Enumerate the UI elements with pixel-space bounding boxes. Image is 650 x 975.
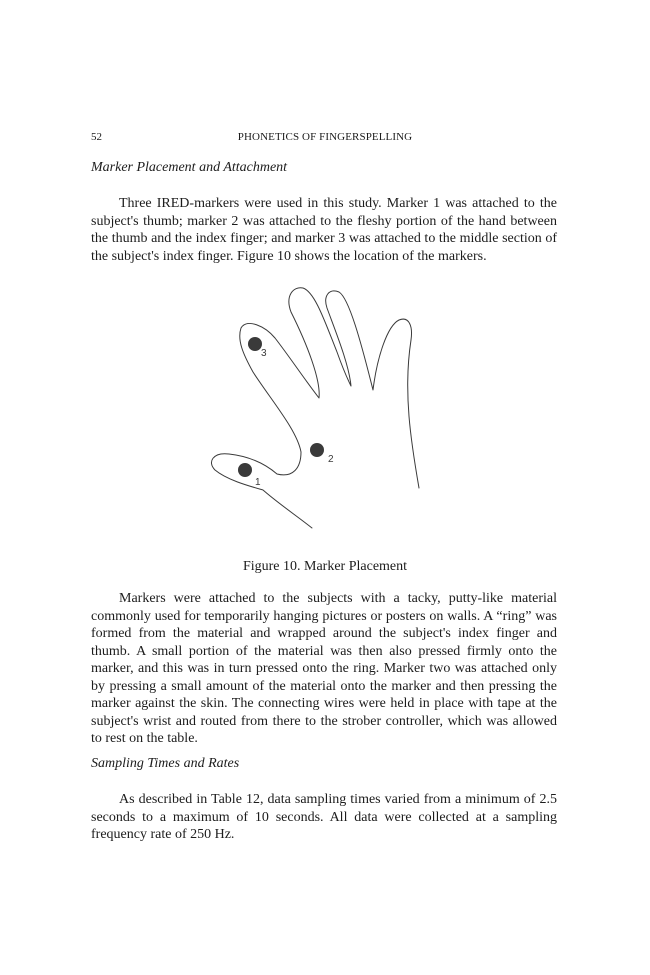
hand-outline-drawing (205, 282, 435, 532)
figure-hand-marker-placement (205, 282, 435, 532)
page-number: 52 (91, 131, 102, 143)
figure-caption: Figure 10. Marker Placement (242, 559, 408, 574)
marker-3-dot (248, 337, 262, 351)
marker-3-label: 3 (261, 348, 267, 359)
paragraph-attachment-method: Markers were attached to the subjects with a tacky, putty-like material commonly used for temporarily hanging pictures or posters on walls. A “ring” was formed from the material and wrapped around the subject's index finger and thumb. A small portion of the material was then also pressed firmly onto the marker, and this was in turn pressed onto the ring. Marker two was attached only by pressing a small amount of the material onto the marker and then pressing the marker against the skin. The connecting wires were held in place with tape at the subject's wrist and routed from there to the strober controller, which was allowed to rest on the table. (91, 591, 557, 746)
marker-2-dot (310, 443, 324, 457)
paragraph-sampling-rates: As described in Table 12, data sampling times varied from a minimum of 2.5 seconds to a maximum of 10 seconds. All data were collected at a sampling frequency rate of 250 Hz. (91, 792, 557, 842)
paragraph-markers-used: Three IRED-markers were used in this study. Marker 1 was attached to the subject's thumb; marker 2 was attached to the fleshy portion of the hand between the thumb and the index finger; and marker 3 was attached to the middle section of the subject's index finger. Figure 10 shows the location of the markers. (91, 196, 557, 264)
running-head: PHONETICS OF FINGERSPELLING (237, 131, 413, 143)
section-heading-sampling: Sampling Times and Rates (91, 756, 240, 771)
marker-1-dot (238, 463, 252, 477)
marker-2-label: 2 (328, 454, 334, 465)
section-heading-marker-placement: Marker Placement and Attachment (91, 160, 288, 175)
marker-1-label: 1 (255, 477, 261, 488)
hand-outline-path (211, 288, 419, 528)
